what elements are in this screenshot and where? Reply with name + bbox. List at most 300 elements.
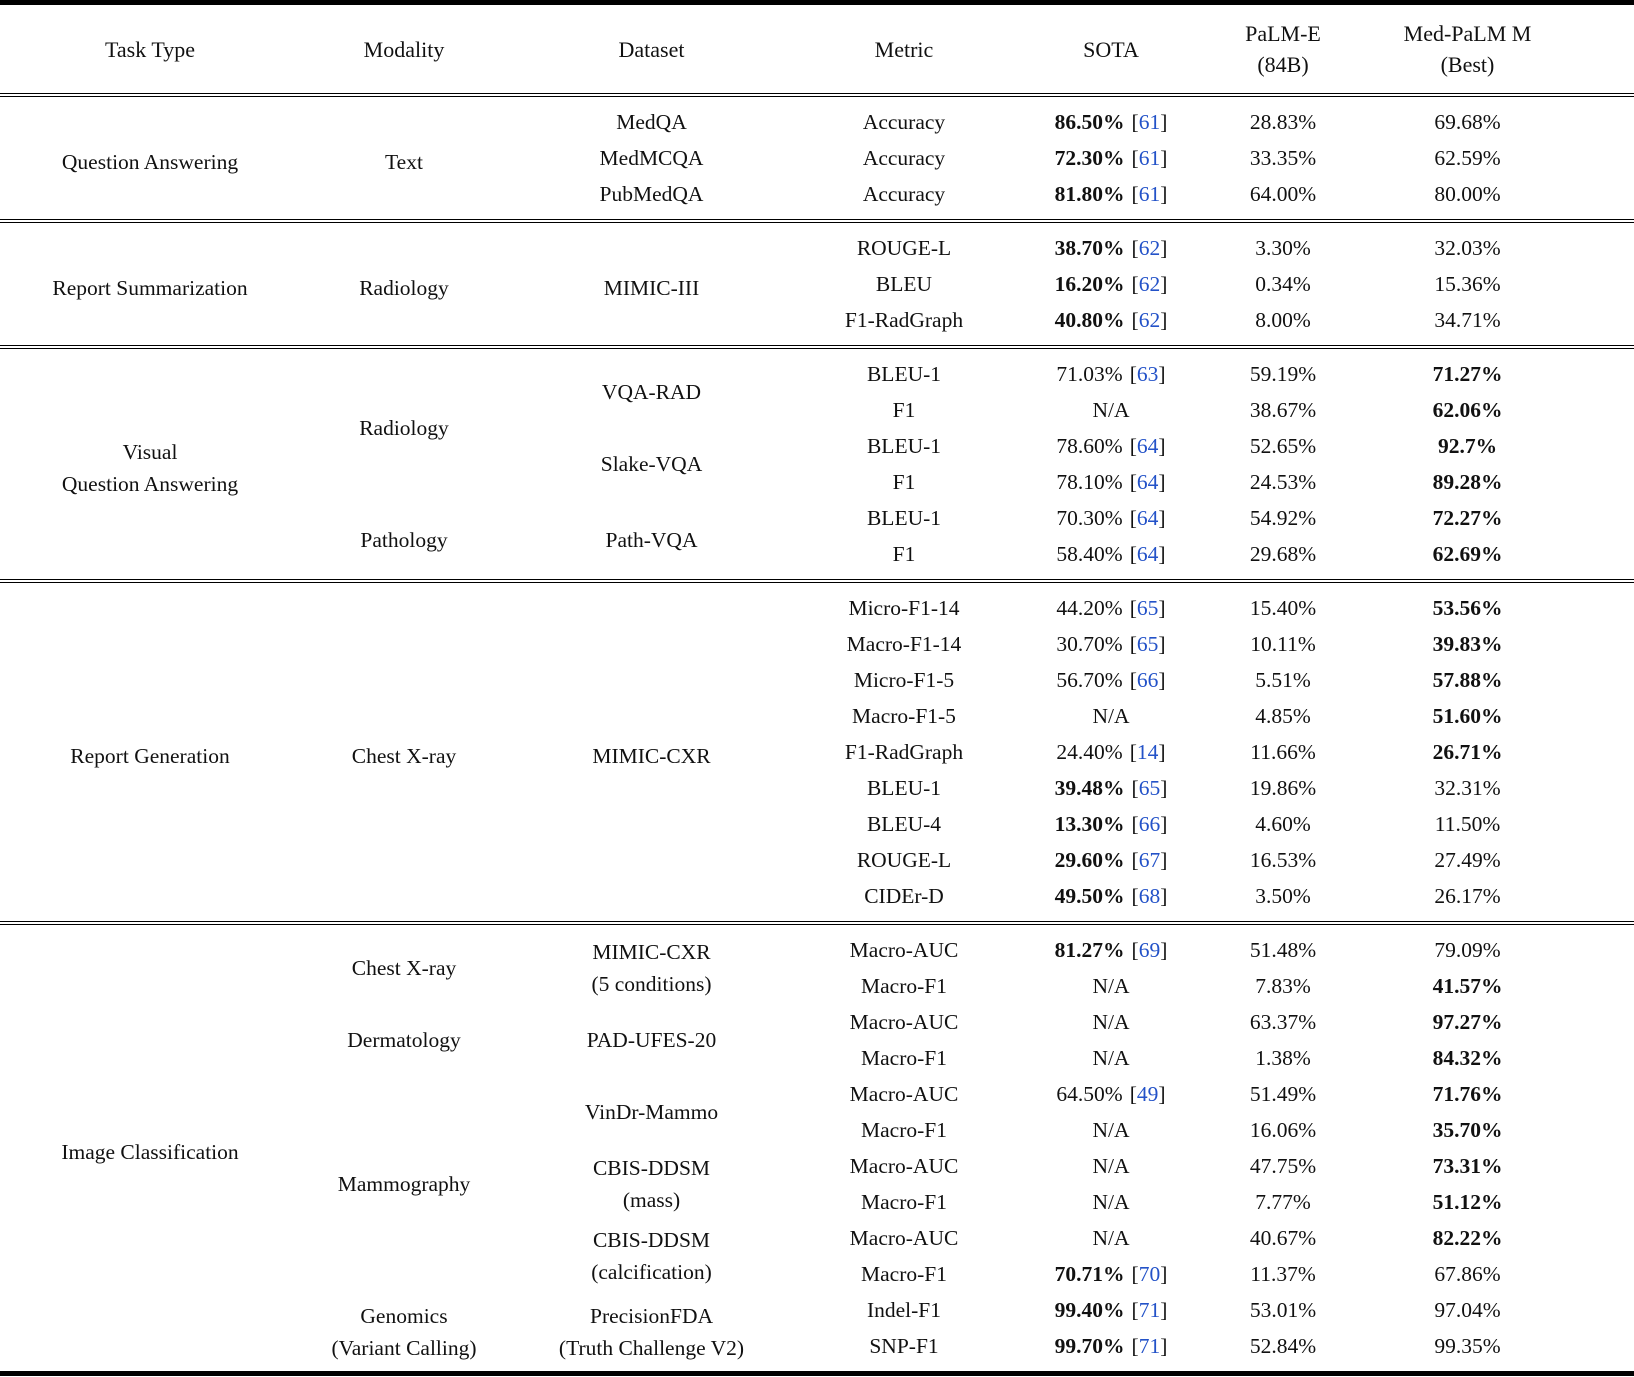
modality-label: Dermatology <box>347 1028 461 1052</box>
cell-metric: Accuracy <box>862 110 946 134</box>
dataset-label: (Truth Challenge V2) <box>558 1335 745 1360</box>
cell-med-palm-m <box>1357 221 1634 266</box>
cell-med-palm-m <box>1357 923 1634 968</box>
cell-metric: Macro-F1 <box>861 1190 947 1214</box>
cell-metric: Macro-F1 <box>861 974 947 998</box>
cell-med-palm-m <box>1357 662 1634 698</box>
cell-med-palm-m <box>1357 428 1634 464</box>
cell-modality <box>300 1292 508 1374</box>
cell-metric: Indel-F1 <box>866 1298 942 1322</box>
med-palm-m-value: 41.57% <box>1432 974 1503 998</box>
task-type-label: Visual <box>122 439 178 464</box>
cell-modality <box>300 1076 508 1292</box>
med-palm-m-value: 97.27% <box>1432 1010 1503 1034</box>
cell-sota <box>1013 302 1209 347</box>
col-header-dataset: Dataset <box>618 36 685 62</box>
med-palm-m-value: 11.50% <box>1434 812 1501 836</box>
cell-metric: BLEU-1 <box>866 434 942 458</box>
dataset-label: Path-VQA <box>605 527 698 552</box>
med-palm-m-value: 67.86% <box>1434 1262 1501 1286</box>
cell-metric: Macro-AUC <box>849 1226 959 1250</box>
cell-metric: Macro-F1 <box>861 1262 947 1286</box>
dataset-label: (mass) <box>622 1188 681 1212</box>
cell-dataset <box>508 428 795 500</box>
med-palm-m-value: 69.68% <box>1434 110 1501 134</box>
cell-palm-e: 0.34% <box>1255 272 1311 296</box>
sota-value: 24.40% <box>1056 740 1123 764</box>
med-palm-m-value: 57.88% <box>1432 668 1503 692</box>
citation-link[interactable]: [ 70 ] <box>1132 1262 1168 1286</box>
cell-palm-e: 10.11% <box>1250 632 1316 656</box>
cell-med-palm-m <box>1357 1292 1634 1328</box>
cell-sota <box>1013 1256 1209 1292</box>
citation-link[interactable]: [ 68 ] <box>1132 884 1168 908</box>
cell-metric: BLEU-1 <box>866 776 942 800</box>
dataset-label: VinDr-Mammo <box>584 1100 719 1124</box>
cell-sota <box>1013 923 1209 968</box>
dataset-label: (calcification) <box>591 1260 712 1284</box>
cell-med-palm-m <box>1357 95 1634 140</box>
cell-sota <box>1013 968 1209 1004</box>
cell-sota <box>1013 176 1209 221</box>
modality-label: Pathology <box>360 527 448 552</box>
cell-palm-e: 53.01% <box>1249 1298 1317 1322</box>
med-palm-m-value: 92.7% <box>1437 434 1498 458</box>
cell-dataset <box>508 500 795 581</box>
citation-link[interactable]: [ 61 ] <box>1132 182 1168 206</box>
cell-metric: F1 <box>892 470 916 494</box>
citation-link[interactable]: [ 71 ] <box>1132 1334 1168 1358</box>
cell-palm-e: 16.06% <box>1249 1118 1317 1142</box>
task-type-label: Question Answering <box>61 149 239 174</box>
sota-value: 78.60% <box>1056 434 1123 458</box>
cell-modality <box>300 1004 508 1076</box>
cell-dataset <box>508 95 795 140</box>
col-header-palm-e-line1: PaLM-E <box>1245 21 1321 46</box>
cell-metric: F1-RadGraph <box>844 740 964 764</box>
cell-sota <box>1013 806 1209 842</box>
task-type-label: Report Summarization <box>52 275 248 300</box>
cell-dataset <box>508 1076 795 1148</box>
cell-metric: SNP-F1 <box>869 1334 939 1358</box>
cell-task-type <box>0 347 300 581</box>
citation-link[interactable]: [ 65 ] <box>1132 776 1168 800</box>
cell-sota <box>1013 1112 1209 1148</box>
cell-metric: Macro-F1-5 <box>852 704 956 728</box>
cell-palm-e: 7.83% <box>1255 974 1311 998</box>
dataset-label: MIMIC-III <box>603 275 700 300</box>
cell-palm-e: 7.77% <box>1255 1190 1311 1214</box>
citation-link[interactable]: [ 66 ] <box>1132 812 1168 836</box>
cell-sota <box>1013 392 1209 428</box>
cell-dataset <box>508 923 795 1004</box>
cell-palm-e: 11.37% <box>1250 1262 1316 1286</box>
cell-med-palm-m <box>1357 1004 1634 1040</box>
cell-med-palm-m <box>1357 266 1634 302</box>
cell-palm-e: 3.50% <box>1255 884 1311 908</box>
cell-sota <box>1013 347 1209 392</box>
sota-value: 58.40% <box>1056 542 1123 566</box>
dataset-label: MedMCQA <box>599 146 704 170</box>
cell-dataset <box>508 1004 795 1076</box>
sota-value: 56.70% <box>1056 668 1123 692</box>
sota-value: 64.50% <box>1056 1082 1123 1106</box>
citation-link[interactable]: [ 64 ] <box>1130 542 1166 566</box>
med-palm-m-value: 84.32% <box>1432 1046 1503 1070</box>
cell-sota <box>1013 770 1209 806</box>
modality-label: Chest X-ray <box>351 743 457 768</box>
dataset-label: MIMIC-CXR <box>592 743 711 768</box>
col-header-palm-e <box>1209 3 1357 96</box>
table-header <box>0 3 1634 96</box>
cell-task-type <box>0 923 300 1374</box>
cell-med-palm-m <box>1357 536 1634 581</box>
med-palm-m-value: 73.31% <box>1432 1154 1503 1178</box>
cell-med-palm-m <box>1357 806 1634 842</box>
cell-med-palm-m <box>1357 140 1634 176</box>
sota-value: N/A <box>1092 1190 1130 1214</box>
modality-label: Radiology <box>359 416 449 440</box>
cell-metric: F1-RadGraph <box>844 308 964 332</box>
cell-metric: Macro-AUC <box>849 1082 959 1106</box>
med-palm-m-value: 82.22% <box>1432 1226 1503 1250</box>
cell-palm-e: 24.53% <box>1249 470 1317 494</box>
cell-med-palm-m <box>1357 302 1634 347</box>
sota-value: 38.70% <box>1054 236 1125 260</box>
cell-metric: F1 <box>892 542 916 566</box>
cell-sota <box>1013 464 1209 500</box>
citation-link[interactable]: [ 65 ] <box>1130 596 1166 620</box>
cell-sota <box>1013 500 1209 536</box>
cell-palm-e: 51.48% <box>1249 938 1317 962</box>
dataset-label: Slake-VQA <box>600 452 703 476</box>
section-report-summarization <box>0 221 1634 347</box>
med-palm-m-value: 26.71% <box>1432 740 1503 764</box>
modality-label: Chest X-ray <box>351 956 457 980</box>
cell-med-palm-m <box>1357 392 1634 428</box>
cell-sota <box>1013 1292 1209 1328</box>
citation-link[interactable]: [ 62 ] <box>1132 236 1168 260</box>
sota-value: 78.10% <box>1056 470 1123 494</box>
cell-med-palm-m <box>1357 842 1634 878</box>
cell-sota <box>1013 1040 1209 1076</box>
citation-link[interactable]: [ 66 ] <box>1130 668 1166 692</box>
med-palm-m-value: 79.09% <box>1434 938 1501 962</box>
sota-value: 13.30% <box>1054 812 1125 836</box>
cell-palm-e: 8.00% <box>1255 308 1311 332</box>
cell-med-palm-m <box>1357 968 1634 1004</box>
dataset-label: CBIS-DDSM <box>592 1156 711 1180</box>
cell-metric: F1 <box>892 398 916 422</box>
med-palm-m-value: 89.28% <box>1432 470 1503 494</box>
cell-med-palm-m <box>1357 176 1634 221</box>
col-header-med-palm-m <box>1357 3 1634 96</box>
cell-dataset <box>508 347 795 428</box>
cell-sota <box>1013 428 1209 464</box>
cell-sota <box>1013 140 1209 176</box>
cell-palm-e: 59.19% <box>1249 362 1317 386</box>
cell-metric: Macro-F1-14 <box>846 632 962 656</box>
sota-value: N/A <box>1092 974 1130 998</box>
col-header-med-palm-m-line2: (Best) <box>1440 52 1495 77</box>
cell-metric: Macro-AUC <box>849 938 959 962</box>
cell-sota <box>1013 581 1209 626</box>
cell-palm-e: 54.92% <box>1249 506 1317 530</box>
cell-sota <box>1013 1328 1209 1374</box>
cell-modality <box>300 95 508 221</box>
citation-link[interactable]: [ 67 ] <box>1132 848 1168 872</box>
sota-value: 81.27% <box>1054 938 1125 962</box>
cell-palm-e: 5.51% <box>1255 668 1311 692</box>
med-palm-m-value: 26.17% <box>1434 884 1501 908</box>
cell-metric: Micro-F1-14 <box>848 596 960 620</box>
sota-value: 81.80% <box>1054 182 1125 206</box>
section-report-generation <box>0 581 1634 923</box>
cell-metric: ROUGE-L <box>856 236 952 260</box>
med-palm-m-value: 34.71% <box>1434 308 1501 332</box>
cell-med-palm-m <box>1357 581 1634 626</box>
cell-med-palm-m <box>1357 770 1634 806</box>
cell-sota <box>1013 662 1209 698</box>
cell-metric: BLEU <box>875 272 933 296</box>
med-palm-m-value: 72.27% <box>1432 506 1503 530</box>
cell-metric: Macro-F1 <box>861 1118 947 1142</box>
sota-value: N/A <box>1092 1226 1130 1250</box>
sota-value: 99.70% <box>1054 1334 1125 1358</box>
med-palm-m-value: 62.59% <box>1434 146 1501 170</box>
cell-med-palm-m <box>1357 734 1634 770</box>
section-visual-question-answering <box>0 347 1634 581</box>
cell-metric: Micro-F1-5 <box>853 668 955 692</box>
table-row <box>0 581 1634 626</box>
cell-med-palm-m <box>1357 1220 1634 1256</box>
sota-value: N/A <box>1092 1118 1130 1142</box>
table-row <box>0 221 1634 266</box>
cell-med-palm-m <box>1357 347 1634 392</box>
cell-dataset <box>508 221 795 347</box>
cell-palm-e: 11.66% <box>1250 740 1316 764</box>
cell-palm-e: 64.00% <box>1249 182 1317 206</box>
cell-palm-e: 40.67% <box>1249 1226 1317 1250</box>
citation-link[interactable]: [ 14 ] <box>1130 740 1166 764</box>
cell-task-type <box>0 581 300 923</box>
sota-value: 72.30% <box>1054 146 1125 170</box>
med-palm-m-value: 51.12% <box>1432 1190 1503 1214</box>
cell-sota <box>1013 1004 1209 1040</box>
cell-med-palm-m <box>1357 1148 1634 1184</box>
cell-palm-e: 1.38% <box>1255 1046 1311 1070</box>
table-row <box>0 347 1634 392</box>
cell-task-type <box>0 95 300 221</box>
cell-modality <box>300 581 508 923</box>
cell-sota <box>1013 626 1209 662</box>
med-palm-m-value: 15.36% <box>1434 272 1501 296</box>
citation-link[interactable]: [ 61 ] <box>1132 110 1168 134</box>
citation-link[interactable]: [ 63 ] <box>1130 362 1166 386</box>
cell-med-palm-m <box>1357 698 1634 734</box>
dataset-label: MedQA <box>616 110 687 134</box>
cell-palm-e: 19.86% <box>1249 776 1317 800</box>
citation-link[interactable]: [ 71 ] <box>1132 1298 1168 1322</box>
dataset-label: PAD-UFES-20 <box>586 1028 717 1052</box>
cell-sota <box>1013 1148 1209 1184</box>
med-palm-m-value: 80.00% <box>1434 182 1501 206</box>
citation-link[interactable]: [ 65 ] <box>1130 632 1166 656</box>
header-row <box>0 3 1634 96</box>
cell-modality <box>300 923 508 1004</box>
cell-med-palm-m <box>1357 1112 1634 1148</box>
cell-metric: Macro-AUC <box>849 1010 959 1034</box>
cell-dataset <box>508 1220 795 1292</box>
cell-med-palm-m <box>1357 1256 1634 1292</box>
sota-value: N/A <box>1092 1154 1130 1178</box>
cell-med-palm-m <box>1357 1040 1634 1076</box>
cell-palm-e: 15.40% <box>1249 596 1317 620</box>
citation-link[interactable]: [ 62 ] <box>1132 272 1168 296</box>
sota-value: N/A <box>1092 398 1130 422</box>
cell-med-palm-m <box>1357 464 1634 500</box>
cell-sota <box>1013 698 1209 734</box>
sota-value: 39.48% <box>1054 776 1125 800</box>
med-palm-m-value: 32.03% <box>1434 236 1501 260</box>
col-header-palm-e-line2: (84B) <box>1257 52 1309 77</box>
cell-modality <box>300 347 508 500</box>
cell-sota <box>1013 266 1209 302</box>
dataset-label: CBIS-DDSM <box>592 1228 711 1252</box>
cell-sota <box>1013 1220 1209 1256</box>
table-row <box>0 95 1634 140</box>
dataset-label: PrecisionFDA <box>589 1303 714 1328</box>
task-type-label: Image Classification <box>61 1139 239 1164</box>
modality-label: Genomics <box>360 1303 448 1328</box>
med-palm-m-value: 99.35% <box>1434 1334 1501 1358</box>
cell-dataset <box>508 140 795 176</box>
cell-metric: Macro-F1 <box>861 1046 947 1070</box>
sota-value: 71.03% <box>1056 362 1123 386</box>
citation-link[interactable]: [ 49 ] <box>1130 1082 1166 1106</box>
cell-palm-e: 52.65% <box>1249 434 1317 458</box>
sota-value: N/A <box>1092 1046 1130 1070</box>
cell-palm-e: 4.85% <box>1255 704 1311 728</box>
cell-metric: CIDEr-D <box>864 884 944 908</box>
cell-sota <box>1013 536 1209 581</box>
cell-metric: ROUGE-L <box>856 848 952 872</box>
modality-label: Text <box>385 149 423 174</box>
col-header-sota: SOTA <box>1083 36 1139 62</box>
cell-palm-e: 33.35% <box>1249 146 1317 170</box>
sota-value: N/A <box>1092 1010 1130 1034</box>
sota-value: 44.20% <box>1056 596 1123 620</box>
cell-dataset <box>508 1148 795 1220</box>
task-type-label: Question Answering <box>61 471 239 496</box>
sota-value: N/A <box>1092 704 1130 728</box>
cell-palm-e: 29.68% <box>1249 542 1317 566</box>
med-palm-m-value: 71.27% <box>1432 362 1503 386</box>
cell-palm-e: 38.67% <box>1249 398 1317 422</box>
cell-med-palm-m <box>1357 626 1634 662</box>
sota-value: 40.80% <box>1054 308 1125 332</box>
cell-modality <box>300 500 508 581</box>
med-palm-m-value: 62.06% <box>1432 398 1503 422</box>
cell-sota <box>1013 1184 1209 1220</box>
cell-dataset <box>508 176 795 221</box>
citation-link[interactable]: [ 64 ] <box>1130 506 1166 530</box>
cell-med-palm-m <box>1357 500 1634 536</box>
cell-dataset <box>508 1292 795 1374</box>
sota-value: 30.70% <box>1056 632 1123 656</box>
citation-link[interactable]: [ 61 ] <box>1132 146 1168 170</box>
modality-label: Mammography <box>337 1172 471 1196</box>
cell-metric: BLEU-1 <box>866 362 942 386</box>
citation-link[interactable]: [ 64 ] <box>1130 434 1166 458</box>
col-header-metric: Metric <box>874 36 934 62</box>
med-palm-m-value: 53.56% <box>1432 596 1503 620</box>
cell-palm-e: 3.30% <box>1255 236 1311 260</box>
section-image-classification <box>0 923 1634 1374</box>
med-palm-m-value: 71.76% <box>1432 1082 1503 1106</box>
cell-med-palm-m <box>1357 1184 1634 1220</box>
sota-value: 70.30% <box>1056 506 1123 530</box>
sota-value: 49.50% <box>1054 884 1125 908</box>
sota-value: 16.20% <box>1054 272 1125 296</box>
med-palm-m-value: 62.69% <box>1432 542 1503 566</box>
sota-value: 99.40% <box>1054 1298 1125 1322</box>
cell-metric: Accuracy <box>862 182 946 206</box>
sota-value: 86.50% <box>1054 110 1125 134</box>
cell-palm-e: 28.83% <box>1249 110 1317 134</box>
sota-value: 70.71% <box>1054 1262 1125 1286</box>
cell-sota <box>1013 734 1209 770</box>
cell-modality <box>300 221 508 347</box>
cell-metric: Macro-AUC <box>849 1154 959 1178</box>
cell-dataset <box>508 581 795 923</box>
cell-sota <box>1013 842 1209 878</box>
citation-link[interactable]: [ 64 ] <box>1130 470 1166 494</box>
task-type-label: Report Generation <box>70 743 230 768</box>
modality-label: (Variant Calling) <box>331 1335 477 1360</box>
sota-value: 29.60% <box>1054 848 1125 872</box>
cell-med-palm-m <box>1357 878 1634 923</box>
cell-task-type <box>0 221 300 347</box>
dataset-label: MIMIC-CXR <box>592 940 711 964</box>
med-palm-m-value: 27.49% <box>1434 848 1501 872</box>
med-palm-m-value: 97.04% <box>1434 1298 1501 1322</box>
cell-palm-e: 16.53% <box>1249 848 1317 872</box>
cell-palm-e: 4.60% <box>1255 812 1311 836</box>
col-header-med-palm-m-line1: Med-PaLM M <box>1403 21 1532 46</box>
cell-palm-e: 51.49% <box>1249 1082 1317 1106</box>
cell-palm-e: 47.75% <box>1249 1154 1317 1178</box>
cell-metric: BLEU-4 <box>866 812 942 836</box>
med-palm-m-value: 51.60% <box>1432 704 1503 728</box>
dataset-label: PubMedQA <box>599 182 704 206</box>
cell-palm-e: 52.84% <box>1249 1334 1317 1358</box>
col-header-task-type: Task Type <box>105 36 195 62</box>
dataset-label: VQA-RAD <box>601 380 702 404</box>
col-header-modality: Modality <box>363 36 445 62</box>
citation-link[interactable]: [ 69 ] <box>1132 938 1168 962</box>
cell-med-palm-m <box>1357 1076 1634 1112</box>
modality-label: Radiology <box>359 275 449 300</box>
cell-sota <box>1013 878 1209 923</box>
cell-sota <box>1013 95 1209 140</box>
dataset-label: (5 conditions) <box>591 972 712 996</box>
citation-link[interactable]: [ 62 ] <box>1132 308 1168 332</box>
cell-metric: BLEU-1 <box>866 506 942 530</box>
cell-sota <box>1013 221 1209 266</box>
med-palm-m-value: 39.83% <box>1432 632 1503 656</box>
cell-metric: Accuracy <box>862 146 946 170</box>
